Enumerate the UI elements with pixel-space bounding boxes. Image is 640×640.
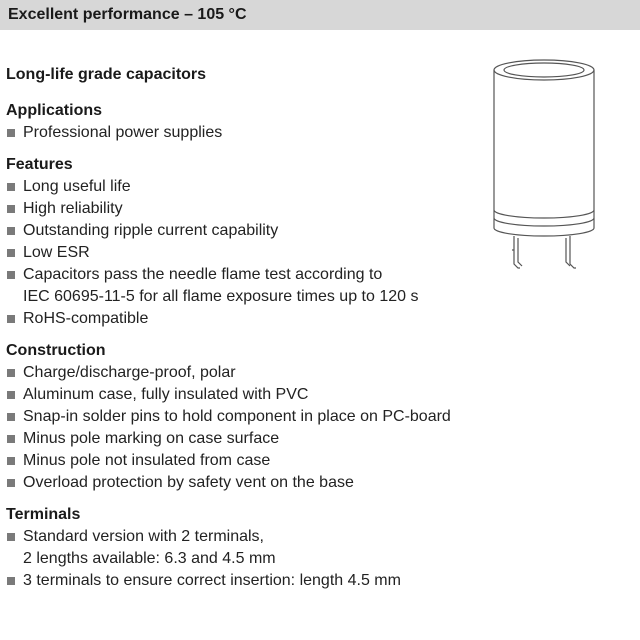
list-item xyxy=(6,198,486,220)
square-bullet-icon xyxy=(7,533,15,541)
list-item xyxy=(6,526,486,570)
page-title: Excellent performance – 105 °C xyxy=(8,6,247,23)
square-bullet-icon xyxy=(7,435,15,443)
section-heading: Terminals xyxy=(6,506,81,523)
square-bullet-icon xyxy=(7,479,15,487)
list-item-text: IEC 60695-11-5 for all flame exposure times up to 120 s xyxy=(23,288,419,305)
square-bullet-icon xyxy=(7,205,15,213)
list-item xyxy=(6,428,486,450)
square-bullet-icon xyxy=(7,129,15,137)
datasheet-content xyxy=(6,64,486,602)
square-bullet-icon xyxy=(7,183,15,191)
square-bullet-icon xyxy=(7,271,15,279)
product-grade-title: Long-life grade capacitors xyxy=(6,66,207,83)
square-bullet-icon xyxy=(7,457,15,465)
list-item xyxy=(6,122,486,144)
list-item xyxy=(6,176,486,198)
list-item xyxy=(6,450,486,472)
list-item xyxy=(6,220,486,242)
list-item-text: Long useful life xyxy=(23,178,131,195)
section-heading: Applications xyxy=(6,102,103,119)
section-applications xyxy=(6,100,486,144)
bullet-list xyxy=(6,526,486,592)
list-item-text: Low ESR xyxy=(23,244,90,261)
square-bullet-icon xyxy=(7,249,15,257)
bullet-list xyxy=(6,122,486,144)
square-bullet-icon xyxy=(7,227,15,235)
bullet-list xyxy=(6,176,486,330)
list-item-text: Professional power supplies xyxy=(23,124,223,141)
list-item xyxy=(6,570,486,592)
list-item xyxy=(6,242,486,264)
list-item-text: Minus pole not insulated from case xyxy=(23,452,271,469)
list-item xyxy=(6,406,486,428)
list-item-text: Aluminum case, fully insulated with PVC xyxy=(23,386,309,403)
section-heading: Construction xyxy=(6,342,106,359)
square-bullet-icon xyxy=(7,315,15,323)
list-item-text: RoHS-compatible xyxy=(23,310,149,327)
section-terminals xyxy=(6,504,486,592)
section-construction xyxy=(6,340,486,494)
list-item-text: Charge/discharge-proof, polar xyxy=(23,364,236,381)
header-bar xyxy=(0,0,640,30)
square-bullet-icon xyxy=(7,369,15,377)
list-item-text: 3 terminals to ensure correct insertion: length 4.5 mm xyxy=(23,572,401,589)
section-features xyxy=(6,154,486,330)
list-item-text: Overload protection by safety vent on the base xyxy=(23,474,354,491)
list-item-text: High reliability xyxy=(23,200,123,217)
list-item xyxy=(6,472,486,494)
list-item xyxy=(6,264,486,308)
list-item-text: Outstanding ripple current capability xyxy=(23,222,279,239)
list-item xyxy=(6,308,486,330)
bullet-list xyxy=(6,362,486,494)
section-heading: Features xyxy=(6,156,73,173)
list-item-text: Standard version with 2 terminals, xyxy=(23,528,264,545)
list-item-text: Minus pole marking on case surface xyxy=(23,430,280,447)
square-bullet-icon xyxy=(7,577,15,585)
list-item-text: Capacitors pass the needle flame test according to xyxy=(23,266,383,283)
snap-in-capacitor-icon xyxy=(488,50,600,275)
sections-container xyxy=(6,100,486,592)
list-item xyxy=(6,384,486,406)
list-item-text: 2 lengths available: 6.3 and 4.5 mm xyxy=(23,550,276,567)
square-bullet-icon xyxy=(7,391,15,399)
list-item-text: Snap-in solder pins to hold component in place on PC-board xyxy=(23,408,451,425)
square-bullet-icon xyxy=(7,413,15,421)
list-item xyxy=(6,362,486,384)
